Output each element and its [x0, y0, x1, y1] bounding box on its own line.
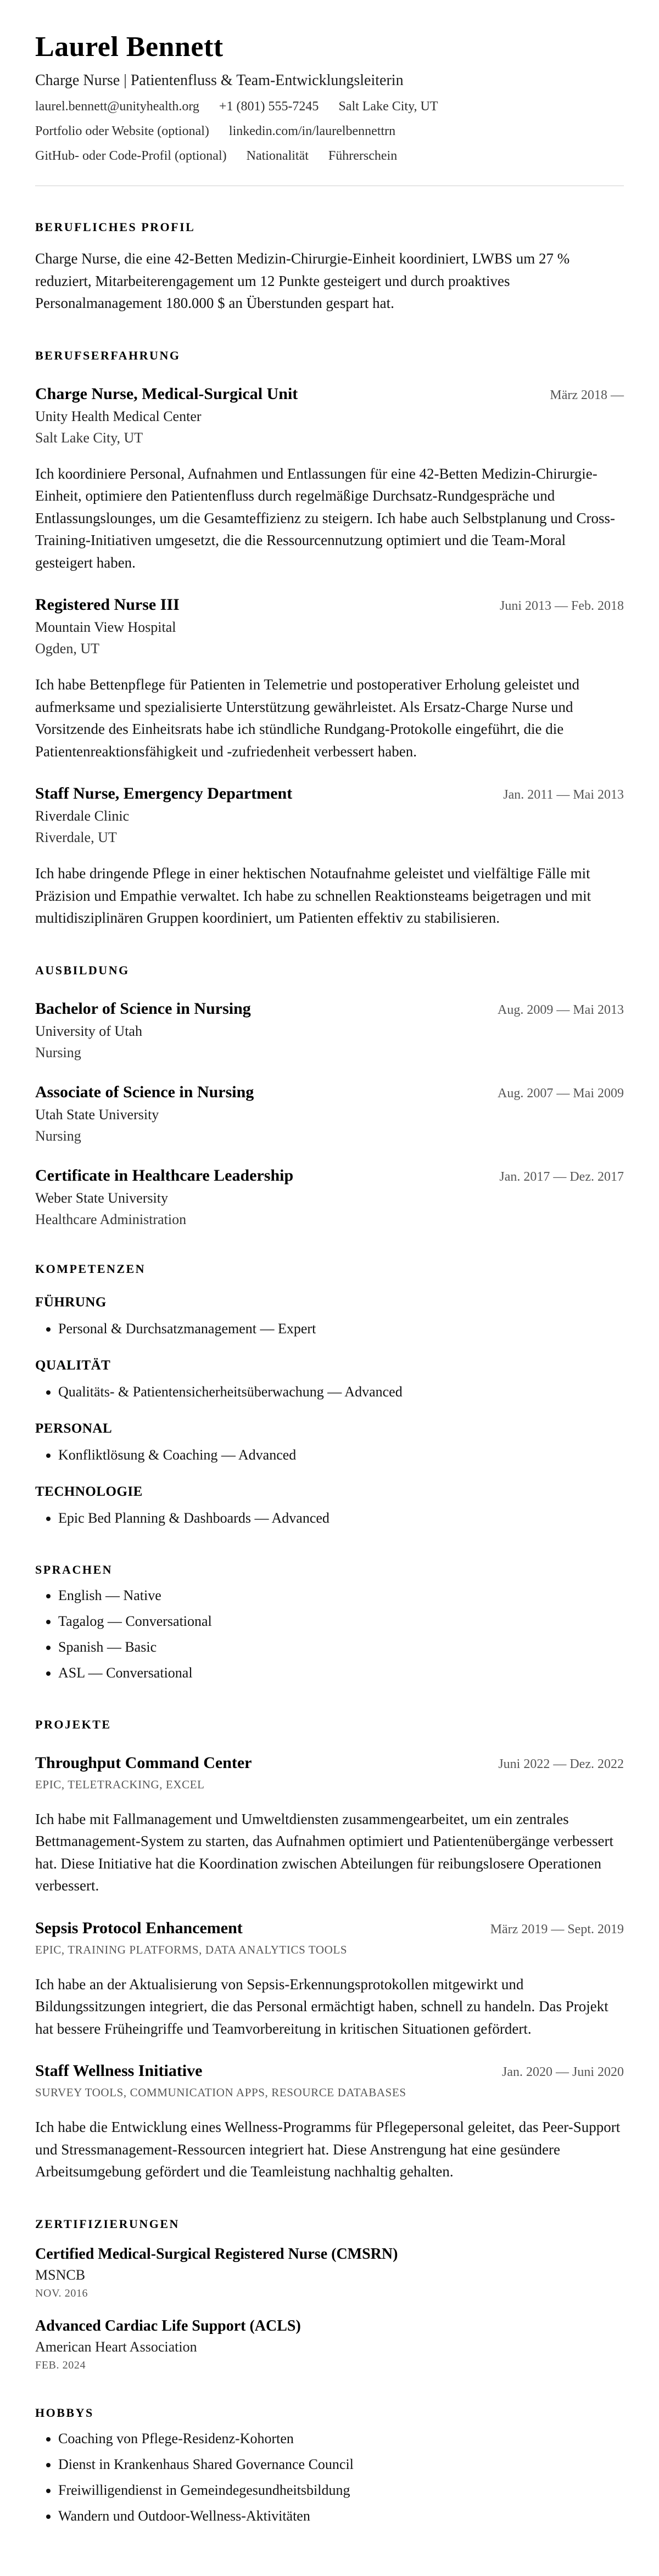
- skill-group: [35, 1358, 624, 1402]
- job-description: Ich habe dringende Pflege in einer hektischen Notaufnahme geleistet und vielfältige Fälle mit Präzision und Empathie verwaltet. Ich habe zu schnellen Reaktionsteams beigetragen und mit multidisziplinären Gruppen koordiniert, um Patienten effektiv zu stabilisieren.: [35, 865, 591, 926]
- certification-date: NOV. 2016: [35, 2287, 88, 2299]
- degree-school: Utah State University: [35, 1106, 159, 1123]
- degree-dates: Jan. 2017 — Dez. 2017: [499, 1169, 624, 1184]
- certification-entry: [35, 2246, 624, 2300]
- language-item: • Spanish — Basic: [58, 1636, 624, 1658]
- experience-entry-head: [35, 784, 624, 803]
- skill-item: • Qualitäts- & Patientensicherheitsüberwachung — Advanced: [58, 1381, 624, 1402]
- certification-issuer: MSNCB: [35, 2266, 86, 2283]
- skill-group-name: QUALITÄT: [35, 1357, 111, 1373]
- education-entry: [35, 1000, 624, 1061]
- contact-email: laurel.bennett@unityhealth.org: [35, 99, 199, 114]
- project-title: Sepsis Protocol Enhancement: [35, 1918, 243, 1937]
- hobby-item: • Wandern und Outdoor-Wellness-Aktivitäten: [58, 2505, 624, 2527]
- hobby-item: • Freiwilligendienst in Gemeindegesundheitsbildung: [58, 2479, 624, 2501]
- section-skills: [35, 1262, 624, 1529]
- experience-entry: [35, 385, 624, 574]
- degree-school: University of Utah: [35, 1023, 142, 1039]
- job-company: Mountain View Hospital: [35, 619, 176, 635]
- project-title: Throughput Command Center: [35, 1753, 252, 1772]
- project-entry-head: [35, 1754, 624, 1772]
- profile-summary: Charge Nurse, die eine 42-Betten Medizin-Chirurgie-Einheit koordiniert, LWBS um 27 % reduziert, Mitarbeiterengagement um 12 Punkte gesteigert und durch proaktives Personalmanagement 180.000 $ an Überstunden gespart hat.: [35, 250, 570, 311]
- contact-row-1: [35, 99, 624, 114]
- certification-name: Certified Medical-Surgical Registered Nurse (CMSRN): [35, 2245, 398, 2263]
- project-dates: März 2019 — Sept. 2019: [490, 1922, 624, 1937]
- language-item: • English — Native: [58, 1585, 624, 1606]
- project-description: Ich habe mit Fallmanagement und Umweltdiensten zusammengearbeitet, um ein zentrales Bettmanagement-System zu starten, das Aufnahmen optimiert und Patientenübergänge verbessert hat. Diese Initiative hat die Koordination zwischen Abteilungen für reibungslosere Operationen verbessert.: [35, 1810, 613, 1894]
- contact-portfolio-placeholder: Portfolio oder Website (optional): [35, 124, 209, 138]
- job-dates: Juni 2013 — Feb. 2018: [499, 599, 624, 613]
- contact-github-placeholder: GitHub- oder Code-Profil (optional): [35, 149, 227, 163]
- job-description: Ich habe Bettenpflege für Patienten in Telemetrie und postoperativer Erholung geleistet und aufmerksame und spezialisierte Unterstützung gewährleistet. Als Ersatz-Charge Nurse und Vorsitzende des Einheitsrats habe ich stündliche Rundgang-Protokolle eingeführt, die die Patientenreaktionsfähigkeit und -zufriedenheit verbessert haben.: [35, 676, 580, 760]
- certification-issuer: American Heart Association: [35, 2338, 197, 2355]
- job-title: Registered Nurse III: [35, 596, 180, 614]
- section-heading-experience: BERUFSERFAHRUNG: [35, 348, 181, 362]
- job-location: Riverdale, UT: [35, 829, 117, 845]
- degree-title: Certificate in Healthcare Leadership: [35, 1166, 294, 1185]
- job-company: Riverdale Clinic: [35, 808, 130, 824]
- candidate-headline: Charge Nurse | Patientenfluss & Team-Entwicklungsleiterin: [35, 72, 404, 89]
- project-title: Staff Wellness Initiative: [35, 2062, 203, 2080]
- degree-field: Nursing: [35, 1044, 81, 1060]
- job-location: Ogden, UT: [35, 641, 99, 656]
- job-dates: März 2018 —: [550, 388, 624, 402]
- degree-dates: Aug. 2009 — Mai 2013: [498, 1002, 624, 1017]
- education-entry-head: [35, 1000, 624, 1018]
- section-heading-education: AUSBILDUNG: [35, 963, 130, 977]
- section-heading-skills: KOMPETENZEN: [35, 1261, 146, 1276]
- contact-row-2: [35, 124, 624, 139]
- education-entry: [35, 1166, 624, 1228]
- degree-title: Bachelor of Science in Nursing: [35, 999, 251, 1018]
- skill-item: • Konfliktlösung & Coaching — Advanced: [58, 1444, 624, 1466]
- job-company: Unity Health Medical Center: [35, 408, 202, 424]
- contact-row-3: [35, 149, 624, 164]
- contact-location: Salt Lake City, UT: [338, 99, 438, 114]
- experience-entry-head: [35, 596, 624, 614]
- skill-list: [35, 1507, 624, 1529]
- degree-school: Weber State University: [35, 1189, 168, 1206]
- degree-field: Nursing: [35, 1127, 81, 1144]
- certification-name: Advanced Cardiac Life Support (ACLS): [35, 2317, 301, 2334]
- contact-nationality-placeholder: Nationalität: [246, 149, 309, 163]
- skill-list: [35, 1381, 624, 1402]
- section-heading-hobbies: HOBBYS: [35, 2405, 94, 2420]
- section-education: [35, 963, 624, 1228]
- job-location: Salt Lake City, UT: [35, 429, 143, 446]
- section-certifications: [35, 2217, 624, 2372]
- hobby-list: [35, 2428, 624, 2527]
- section-heading-projects: PROJEKTE: [35, 1717, 111, 1731]
- project-dates: Juni 2022 — Dez. 2022: [498, 1756, 624, 1771]
- education-entry-head: [35, 1166, 624, 1185]
- project-tools: EPIC, TRAINING PLATFORMS, DATA ANALYTICS TOOLS: [35, 1943, 348, 1956]
- project-tools: EPIC, TELETRACKING, EXCEL: [35, 1777, 205, 1791]
- language-item: • Tagalog — Conversational: [58, 1610, 624, 1632]
- skill-item: • Epic Bed Planning & Dashboards — Advanced: [58, 1507, 624, 1529]
- skill-list: [35, 1318, 624, 1339]
- section-languages: [35, 1563, 624, 1683]
- contact-license-placeholder: Führerschein: [328, 149, 398, 163]
- job-description: Ich koordiniere Personal, Aufnahmen und Entlassungen für eine 42-Betten Medizin-Chirurgie-Einheit, optimiere den Patientenfluss durch regelmäßige Durchsatz-Rundgespräche und Entlassungslounges, um die Gesamteffizienz zu steigern. Ich habe auch Selbstplanung und Cross-Training-Initiativen umgesetzt, die die Ressourcennutzung optimiert und die Team-Moral gesteigert haben.: [35, 465, 616, 571]
- education-entry: [35, 1083, 624, 1144]
- project-entry: [35, 1919, 624, 2040]
- hobby-item: • Dienst in Krankenhaus Shared Governance Council: [58, 2454, 624, 2475]
- certification-date: FEB. 2024: [35, 2359, 86, 2371]
- education-entry-head: [35, 1083, 624, 1102]
- skill-group-name: FÜHRUNG: [35, 1294, 107, 1310]
- job-dates: Jan. 2011 — Mai 2013: [503, 788, 624, 802]
- project-entry: [35, 2062, 624, 2183]
- candidate-name: Laurel Bennett: [35, 31, 224, 63]
- job-title: Staff Nurse, Emergency Department: [35, 784, 293, 802]
- certification-entry: [35, 2317, 624, 2372]
- section-hobbies: [35, 2406, 624, 2527]
- degree-title: Associate of Science in Nursing: [35, 1082, 254, 1101]
- skill-group: [35, 1421, 624, 1466]
- contact-phone: +1 (801) 555-7245: [219, 99, 319, 114]
- skill-item: • Personal & Durchsatzmanagement — Expert: [58, 1318, 624, 1339]
- section-heading-certifications: ZERTIFIZIERUNGEN: [35, 2216, 180, 2231]
- contact-linkedin: linkedin.com/in/laurelbennettrn: [228, 124, 396, 138]
- hobby-item: • Coaching von Pflege-Residenz-Kohorten: [58, 2428, 624, 2449]
- project-dates: Jan. 2020 — Juni 2020: [502, 2065, 624, 2079]
- degree-dates: Aug. 2007 — Mai 2009: [498, 1086, 624, 1101]
- skill-group-name: TECHNOLOGIE: [35, 1484, 143, 1499]
- experience-entry: [35, 596, 624, 762]
- project-description: Ich habe die Entwicklung eines Wellness-Programms für Pflegepersonal geleitet, das Peer-Support und Stressmanagement-Ressourcen integriert hat. Diese Anstrengung hat eine gesündere Arbeitsumgebung gefördert und die Teamleistung nachhaltig gehalten.: [35, 2119, 621, 2180]
- skill-group: [35, 1484, 624, 1529]
- skill-list: [35, 1444, 624, 1466]
- section-heading-profile: BERUFLICHES PROFIL: [35, 220, 196, 234]
- resume-header: [35, 31, 624, 186]
- skill-group-name: PERSONAL: [35, 1421, 113, 1436]
- section-profile: [35, 220, 624, 315]
- project-tools: SURVEY TOOLS, COMMUNICATION APPS, RESOURCE DATABASES: [35, 2086, 406, 2099]
- skill-group: [35, 1295, 624, 1339]
- language-list: [35, 1585, 624, 1683]
- section-experience: [35, 349, 624, 929]
- degree-field: Healthcare Administration: [35, 1211, 187, 1227]
- project-entry-head: [35, 2062, 624, 2080]
- section-heading-languages: SPRACHEN: [35, 1562, 113, 1576]
- project-description: Ich habe an der Aktualisierung von Sepsis-Erkennungsprotokollen mitgewirkt und Bildungssitzungen integriert, die das Personal ermächtigt haben, schnell zu handeln. Das Projekt hat bessere Früheingriffe und Teamvorbereitung in kritischen Situationen gefördert.: [35, 1976, 608, 2037]
- job-title: Charge Nurse, Medical-Surgical Unit: [35, 384, 298, 403]
- language-item: • ASL — Conversational: [58, 1662, 624, 1683]
- project-entry: [35, 1754, 624, 1897]
- experience-entry-head: [35, 385, 624, 403]
- experience-entry: [35, 784, 624, 929]
- project-entry-head: [35, 1919, 624, 1938]
- section-projects: [35, 1718, 624, 2183]
